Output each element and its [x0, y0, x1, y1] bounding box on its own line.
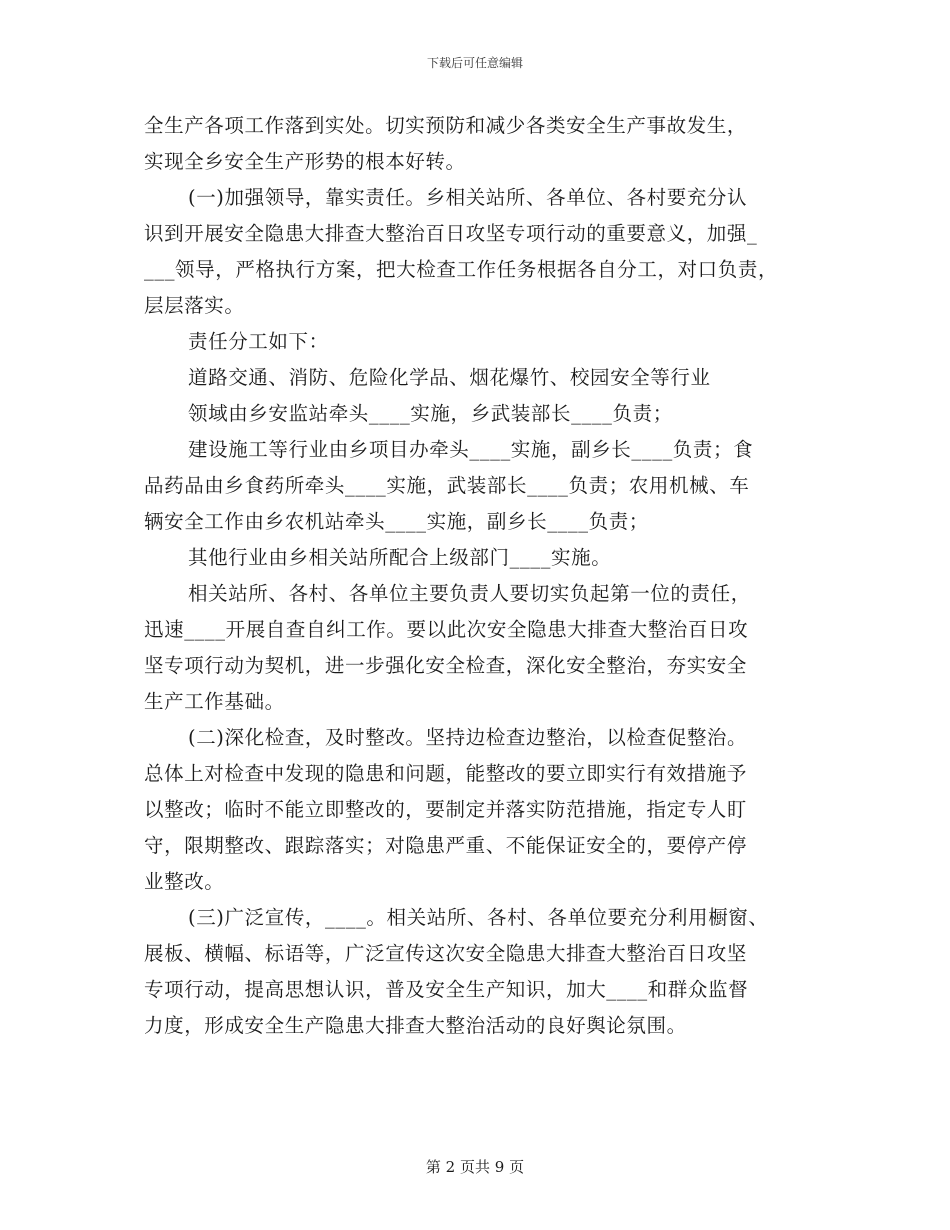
text-line: 道路交通、消防、危险化学品、烟花爆竹、校园安全等行业 [188, 366, 711, 389]
text-line: 实现全乡安全生产形势的根本好转。 [144, 150, 466, 173]
text-line: 以整改；临时不能立即整改的，要制定并落实防范措施，指定专人盯 [144, 798, 748, 821]
text-line: 迅速____开展自查自纠工作。要以此次安全隐患大排查大整治百日攻 [144, 618, 749, 641]
text-line: 辆安全工作由乡农机站牵头____实施，副乡长____负责； [144, 510, 649, 533]
paragraph-heading-3: (三)广泛宣传，____。相关站所、各村、各单位要充分利用橱窗、 [188, 906, 769, 929]
text-line: 领域由乡安监站牵头____实施，乡武装部长____负责； [188, 402, 673, 425]
text-line: 展板、横幅、标语等，广泛宣传这次安全隐患大排查大整治百日攻坚 [144, 942, 748, 965]
text-line: 生产工作基础。 [144, 690, 285, 713]
text-line: 层层落实。 [144, 294, 245, 317]
text-line: 坚专项行动为契机，进一步强化安全检查，深化安全整治，夯实安全 [144, 654, 748, 677]
paragraph-heading-1: (一)加强领导，靠实责任。乡相关站所、各单位、各村要充分认 [188, 186, 748, 209]
document-body [144, 108, 824, 1044]
text-line: 品药品由乡食药所牵头____实施，武装部长____负责；农用机械、车 [144, 474, 750, 497]
text-line: 其他行业由乡相关站所配合上级部门____实施。 [188, 546, 612, 569]
page-number: 第 2 页共 9 页 [425, 1158, 525, 1176]
text-line: 相关站所、各村、各单位主要负责人要切实负起第一位的责任， [188, 582, 751, 605]
text-line: 总体上对检查中发现的隐患和问题，能整改的要立即实行有效措施予 [144, 762, 748, 785]
paragraph-heading-2: (二)深化检查，及时整改。坚持边检查边整治，以检查促整治。 [188, 726, 748, 749]
text-line: 识到开展安全隐患大排查大整治百日攻坚专项行动的重要意义，加强_ [144, 222, 758, 245]
text-line: 全生产各项工作落到实处。切实预防和减少各类安全生产事故发生， [144, 114, 748, 137]
text-line: ___领导，严格执行方案，把大检查工作任务根据各自分工，对口负责， [144, 258, 779, 281]
text-line: 建设施工等行业由乡项目办牵头____实施，副乡长____负责；食 [188, 438, 754, 461]
text-line: 专项行动，提高思想认识，普及安全生产知识，加大____和群众监督 [144, 978, 749, 1001]
text-line: 力度，形成安全生产隐患大排查大整治活动的良好舆论氛围。 [144, 1014, 687, 1037]
text-line: 守，限期整改、跟踪落实；对隐患严重、不能保证安全的，要停产停 [144, 834, 748, 857]
page-header: 下载后可任意编辑 [426, 56, 523, 70]
text-line: 业整改。 [144, 870, 225, 893]
text-line: 责任分工如下： [188, 330, 329, 353]
